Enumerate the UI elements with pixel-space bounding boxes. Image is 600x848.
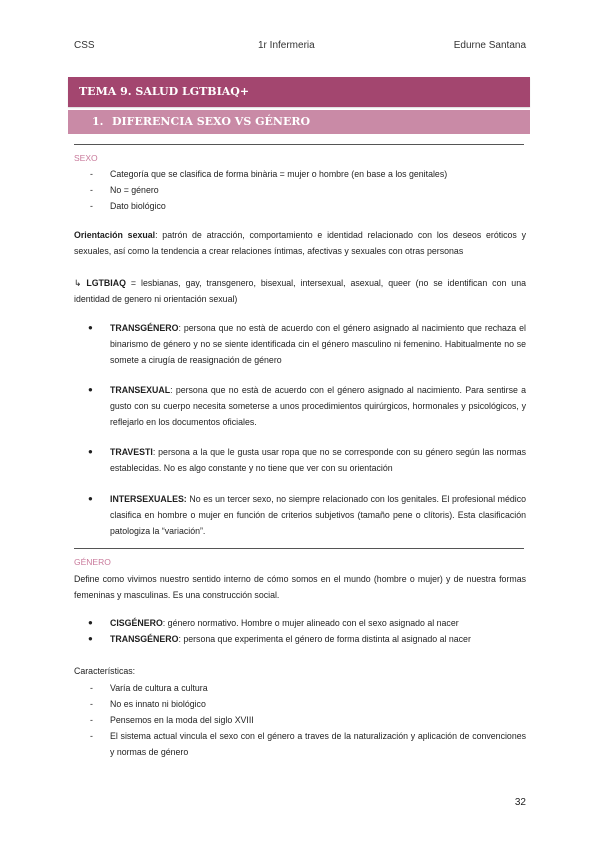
- lgtbiaq-term: LGTBIAQ: [86, 278, 126, 288]
- identity-text: : persona que no està de acuerdo con el género asignado al nacimiento. Para sentirse a gusto con su cuerpo necesita someterse a unos procedimientos quirúrgicos, hormonales y psicológicos, y reflejarlo en los documentos oficiales.: [110, 385, 526, 427]
- header-author: Edurne Santana: [453, 40, 526, 51]
- divider: [74, 144, 524, 145]
- genero-type-text: : persona que experimenta el género de forma distinta al asignado al nacer: [178, 634, 471, 644]
- identity-text: : persona a la que le gusta usar ropa que no se corresponde con su género según las normas establecidas. No es algo constante y no tiene que ver con su orientación: [110, 447, 526, 473]
- characteristic-item: Varía de cultura a cultura: [110, 683, 208, 693]
- identity-term: TRAVESTI: [110, 447, 153, 457]
- orientacion-paragraph: [74, 227, 526, 259]
- orientacion-term: Orientación sexual: [74, 230, 156, 240]
- section-title: DIFERENCIA SEXO VS GÉNERO: [112, 115, 311, 128]
- identity-text: No es un tercer sexo, no siempre relacionado con los genitales. El profesional médico clasifica en hombre o mujer en función de criterios subjetivos (tamaño pene o clítoris). Esta clasificación patologiza la “variación”.: [110, 494, 526, 536]
- identity-term: TRANSEXUAL: [110, 385, 171, 395]
- orientacion-text: : patrón de atracción, comportamiento e identidad relacionado con los deseos eróticos y sexuales, así como la tendencia a crear relaciones íntimas, afectivas y sexuales con otras personas: [74, 230, 526, 256]
- theme-title: TEMA 9. SALUD LGTBIAQ+: [79, 85, 250, 98]
- identity-item: [110, 320, 526, 368]
- sexo-item: Categoría que se clasifica de forma binària = mujer o hombre (en base a los genitales): [110, 169, 448, 179]
- header-degree: 1r Infermeria: [258, 40, 315, 51]
- characteristic-item: No es innato ni biológico: [110, 699, 206, 709]
- genero-type-term: CISGÉNERO: [110, 618, 163, 628]
- identity-term: TRANSGÉNERO: [110, 323, 179, 333]
- divider: [74, 548, 524, 549]
- dash-bullet: -: [90, 731, 93, 741]
- identity-text: : persona que no està de acuerdo con el género asignado al nacimiento que rechaza el binarismo de género y no se siente identificada cin el género masculino ni femenino. Habitualmente no se somete a cirugía de reasignación de género: [110, 323, 526, 365]
- bullet-icon: ●: [88, 385, 93, 394]
- sexo-item: No = género: [110, 185, 159, 195]
- dash-bullet: -: [90, 185, 93, 195]
- genero-heading: GÉNERO: [74, 557, 111, 567]
- lgtbiaq-text: = lesbianas, gay, transgenero, bisexual, intersexual, asexual, queer (no se identifican con una identidad de genero ni orientación sexual): [74, 278, 526, 304]
- section-title-band: [68, 110, 530, 134]
- theme-title-band: [68, 77, 530, 107]
- bullet-icon: ●: [88, 494, 93, 503]
- page-number: 32: [514, 797, 526, 808]
- characteristic-item: Pensemos en la moda del siglo XVIII: [110, 715, 254, 725]
- bullet-icon: ●: [88, 618, 93, 627]
- dash-bullet: -: [90, 715, 93, 725]
- bullet-icon: ●: [88, 323, 93, 332]
- bullet-icon: ●: [88, 447, 93, 456]
- genero-type: [110, 631, 526, 647]
- identity-item: [110, 382, 526, 430]
- dash-bullet: -: [90, 201, 93, 211]
- lgtbiaq-paragraph: [74, 275, 526, 307]
- dash-bullet: -: [90, 683, 93, 693]
- dash-bullet: -: [90, 699, 93, 709]
- genero-type-text: : género normativo. Hombre o mujer alineado con el sexo asignado al nacer: [162, 618, 459, 628]
- identity-item: [110, 444, 526, 476]
- sexo-heading: SEXO: [74, 153, 98, 163]
- bullet-icon: ●: [88, 634, 93, 643]
- page-header: [74, 40, 526, 52]
- characteristics-label: Características:: [74, 666, 136, 676]
- genero-type-term: TRANSGÉNERO: [110, 634, 179, 644]
- arrow-icon: ↳: [74, 278, 82, 288]
- genero-definition: Define como vivimos nuestro sentido interno de cómo somos en el mundo (hombre o mujer) y de nuestra formas femeninas y masculinas. Es una construcción social.: [74, 574, 526, 600]
- identity-item: [110, 491, 526, 539]
- sexo-item: Dato biológico: [110, 201, 166, 211]
- header-course: CSS: [74, 40, 95, 51]
- section-number: 1.: [92, 115, 104, 128]
- identity-term: INTERSEXUALES:: [110, 494, 187, 504]
- dash-bullet: -: [90, 169, 93, 179]
- characteristic-item: El sistema actual vincula el sexo con el género a traves de la naturalización y aplicación de convenciones y normas de género: [110, 731, 526, 757]
- genero-type: [110, 615, 526, 631]
